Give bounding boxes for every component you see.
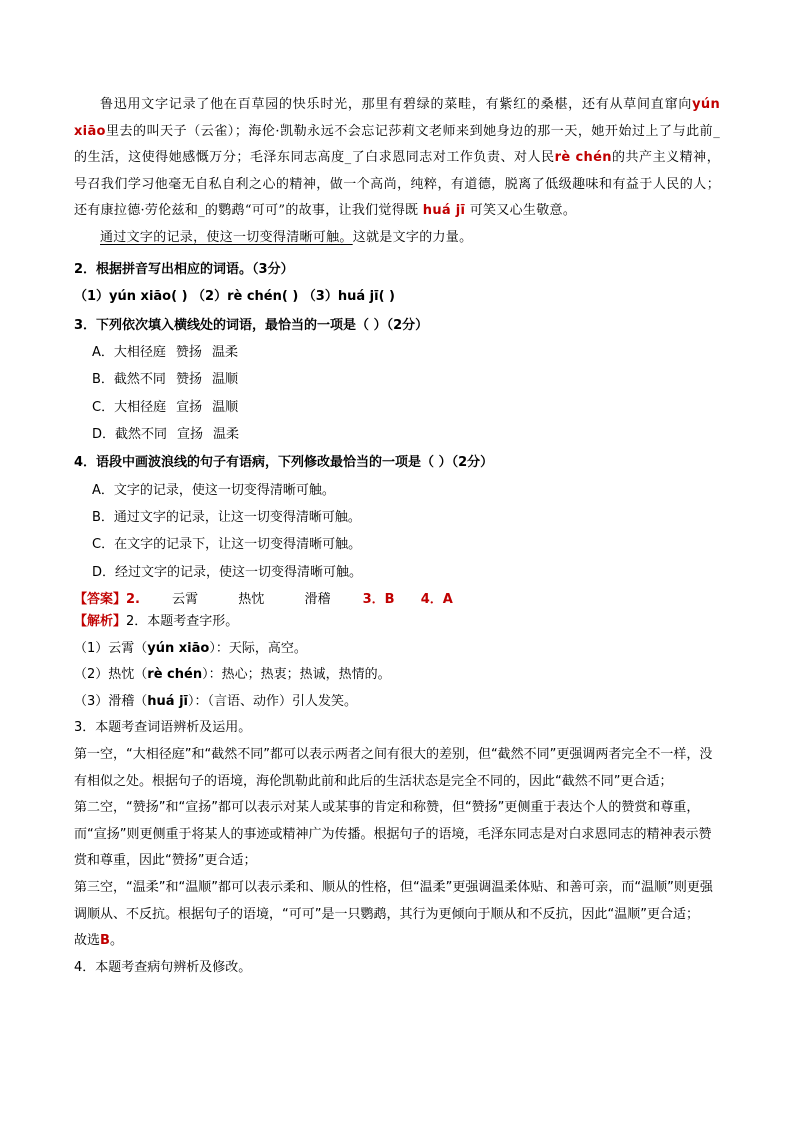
passage-paragraph-2: 通过文字的记录，使这一切变得清晰可触。这就是文字的力量。 (100, 229, 473, 245)
answer-4: 4．A (420, 592, 453, 607)
wavy-underlined-sentence: 通过文字的记录，使这一切变得清晰可触。 (100, 229, 353, 245)
question-4-title: 4．语段中画波浪线的句子有语病，下列修改最恰当的一项是（ ）（2分） (74, 455, 494, 470)
analysis-q3-blank-3: 第三空，“温柔”和“温顺”都可以表示柔和、顺从的性格，但“温柔”更强调温柔体贴、和善可亲，而“温顺”则更强调顺从、不反抗。根据句子的语境，“可可”是一只鹦鹉，其行为更倾向于顺从和不反抗，因此“温顺”更合适； (74, 879, 713, 922)
analysis-q3-conclusion: 故选B。 (74, 933, 123, 949)
analysis-q3-head: 3．本题考查词语辨析及运用。 (74, 720, 252, 736)
analysis-q3-blank-2: 第二空，“赞扬”和“宣扬”都可以表示对某人或某事的肯定和称赞，但“赞扬”更侧重于表达个人的赞赏和尊重，而“宣扬”则更侧重于将某人的事迹或精神广为传播。根据句子的语境，毛泽东同志是对白求恩同志的精神表示赞赏和尊重，因此“赞扬”更合适； (74, 800, 712, 869)
answer-tag: 【答案】 (74, 592, 127, 607)
q3-option-d: D．截然不同 宣扬 温柔 (92, 427, 240, 442)
reading-passage (74, 92, 720, 251)
q4-option-b: B．通过文字的记录，让这一切变得清晰可触。 (92, 510, 361, 525)
q4-option-a: A．文字的记录，使这一切变得清晰可触。 (92, 483, 335, 498)
analysis-item-1: （1）云霄（yún xiāo）：天际，高空。 (74, 640, 307, 656)
question-2-title: 2．根据拼音写出相应的词语。（3分） (74, 262, 294, 277)
answer-2-2: 热忱 (238, 592, 265, 607)
question-2-items: （1）yún xiāo( ) （2）rè chén( ) （3）huá jī( ) (74, 289, 395, 304)
passage-paragraph-1: 鲁迅用文字记录了他在百草园的快乐时光，那里有碧绿的菜畦，有紫红的桑椹，还有从草间直窜向yún xiāo里去的叫天子（云雀）；海伦·凯勒永远不会忘记莎莉文老师来到她身边的那一天，她开始过上了与此前_的生活，这使得她感慨万分；毛泽东同志高度_了白求恩同志对工作负责、对人民rè chén的共产主义精神，号召我们学习他毫无自私自利之心的精神，做一个高尚，纯粹，有道德，脱离了低级趣味和有益于人民的人；还有康拉德·劳伦兹和_的鹦鹉“可可”的故事，让我们觉得既 huá jī 可笑又心生敬意。 (74, 97, 720, 218)
pinyin-rechen: rè chén (554, 150, 612, 165)
q3-option-c: C．大相径庭 宣扬 温顺 (92, 400, 239, 415)
analysis-item-3: （3）滑稽（huá jī）：（言语、动作）引人发笑。 (74, 693, 358, 709)
pinyin-yunxiao: yún xiāo (74, 97, 720, 139)
answer-line: 【答案】2. 云霄 热忱 滑稽 3．B 4．A (74, 588, 453, 607)
analysis-q3-blank-1: 第一空，“大相径庭”和“截然不同”都可以表示两者之间有很大的差别，但“截然不同”更强调两者完全不一样，没有相似之处。根据句子的语境，海伦凯勒此前和此后的生活状态是完全不同的，因此“截然不同”更合适； (74, 746, 713, 789)
q3-option-b: B．截然不同 赞扬 温顺 (92, 372, 238, 387)
analysis-q4-head: 4．本题考查病句辨析及修改。 (74, 959, 252, 975)
pinyin-huaji: huá jī (422, 203, 466, 218)
analysis-item-2: （2）热忱（rè chén）：热心；热衷；热诚，热情的。 (74, 667, 391, 683)
analysis-head: 【解析】2．本题考查字形。 (74, 614, 239, 629)
q3-option-a: A．大相径庭 赞扬 温柔 (92, 345, 238, 360)
answer-2-1: 云霄 (172, 592, 199, 607)
answer-3: 3．B (362, 592, 395, 607)
analysis-section (74, 609, 724, 981)
q4-option-d: D．经过文字的记录，使这一切变得清晰可触。 (92, 565, 363, 580)
answer-2-3: 滑稽 (304, 592, 331, 607)
question-3-title: 3．下列依次填入横线处的词语，最恰当的一项是（ ）（2分） (74, 318, 429, 333)
q4-option-c: C．在文字的记录下，让这一切变得清晰可触。 (92, 537, 362, 552)
